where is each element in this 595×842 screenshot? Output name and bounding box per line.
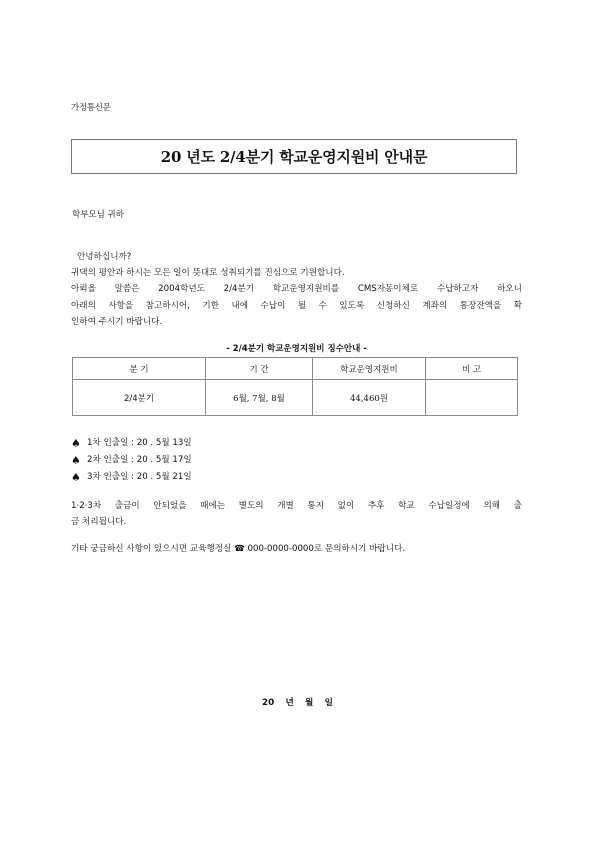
header-remarks: 비 고 (426, 358, 518, 380)
spade-icon: ♠ (71, 454, 81, 468)
withdrawal-dates (71, 435, 192, 487)
document-title: 20 년도 2/4분기 학교운영지원비 안내문 (160, 148, 428, 166)
body-line: 인하여 주시기 바랍니다. (71, 316, 163, 327)
note-line: 1·2·3차 출금이 안되었을 때에는 별도의 개별 통지 없이 추후 학교 수납일정에 의해 출 (71, 501, 522, 511)
cell-fee: 44,460원 (313, 380, 426, 416)
cell-remarks (426, 380, 518, 416)
header-quarter: 분 기 (73, 358, 206, 380)
title-box (71, 139, 517, 174)
fee-table (72, 357, 518, 416)
note-line: 금 처리됩니다. (71, 517, 127, 528)
processing-note (71, 498, 522, 530)
withdrawal-date-3: 3차 인출일 : 20 . 5월 21일 (87, 472, 192, 483)
greeting: 안녕하십니까? (77, 252, 132, 262)
addressee: 학부모님 귀하 (72, 210, 124, 220)
date-footer: 20 년 월 일 (262, 698, 333, 708)
header-period: 기 간 (206, 358, 313, 380)
list-item (71, 469, 192, 486)
withdrawal-date-2: 2차 인출일 : 20 . 5월 17일 (87, 455, 192, 466)
list-item (71, 435, 192, 452)
cell-period: 6월, 7월, 8월 (206, 380, 313, 416)
body-line: 아뢰올 말씀은 2004학년도 2/4분기 학교운영지원비를 CMS자동이체로 수납하고자 하오니 (71, 284, 522, 295)
cell-quarter: 2/4분기 (73, 380, 206, 416)
spade-icon: ♠ (71, 471, 81, 485)
table-title: - 2/4분기 학교운영지원비 징수안내 - (226, 344, 367, 354)
withdrawal-date-1: 1차 인출일 : 20 . 5월 13일 (87, 438, 192, 448)
body-line: 아래의 사항을 참고하시어, 기한 내에 수납이 될 수 있도록 신청하신 계좌의 통장잔액을 확 (71, 300, 522, 311)
header-fee: 학교운영지원비 (313, 358, 426, 380)
list-item (71, 452, 192, 469)
contact-note: 기타 궁금하신 사항이 있으시면 교육행정실 ☎ 000-0000-0000로 문의하시기 바랍니다. (71, 544, 406, 554)
body-line: 귀댁의 평안과 하시는 모든 일이 뜻대로 성취되기를 진심으로 기원합니다. (71, 268, 345, 279)
document-type-label: 가정통신문 (71, 103, 111, 113)
body-text (71, 249, 522, 330)
table-row (73, 380, 518, 416)
table-header-row (73, 358, 518, 380)
spade-icon: ♠ (71, 437, 81, 450)
